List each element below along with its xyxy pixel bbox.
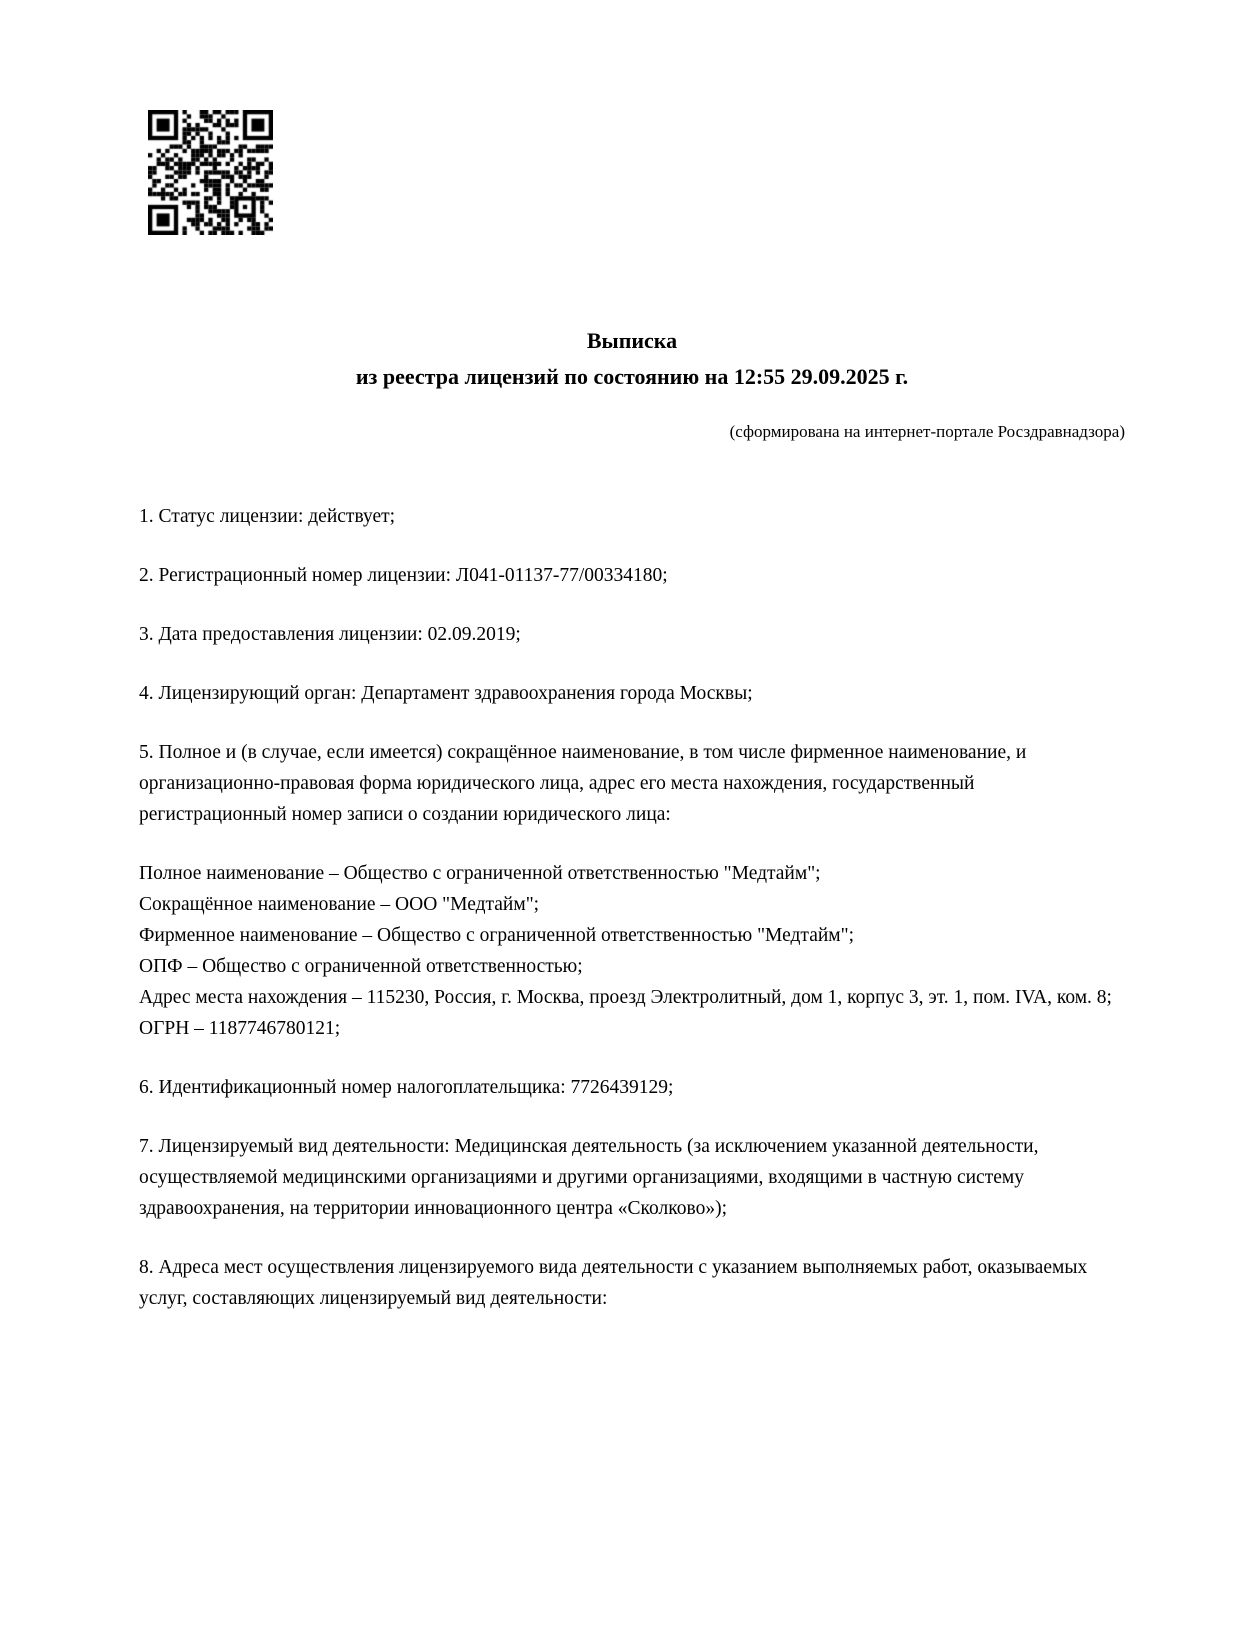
paragraph-license-date: 3. Дата предоставления лицензии: 02.09.2019; — [139, 624, 521, 645]
document-title — [139, 323, 1125, 395]
org-ogrn: ОГРН – 1187746780121; — [139, 1018, 341, 1039]
org-legal-form: ОПФ – Общество с ограниченной ответственностью; — [139, 956, 583, 977]
paragraph-license-status: 1. Статус лицензии: действует; — [139, 506, 396, 527]
paragraph-org-info-intro: 5. Полное и (в случае, если имеется) сокращённое наименование, в том числе фирменное наименование, и организационно-правовая форма юридического лица, адрес его места нахождения, государственный регистрационный номер записи о создании юридического лица: — [139, 742, 1027, 825]
title-line-2: из реестра лицензий по состоянию на 12:55 29.09.2025 г. — [355, 364, 909, 389]
paragraph-activity-type: 7. Лицензируемый вид деятельности: Медицинская деятельность (за исключением указанной деятельности, осуществляемой медицинскими организациями и другими организациями, входящими в частную систему здравоохранения, на территории инновационного центра «Сколково»); — [139, 1136, 1039, 1219]
org-address: Адрес места нахождения – 115230, Россия, г. Москва, проезд Электролитный, дом 1, корпус 3, эт. 1, пом. IVA, ком. 8; — [139, 987, 1112, 1008]
paragraph-license-number: 2. Регистрационный номер лицензии: Л041-01137-77/00334180; — [139, 565, 668, 586]
subtitle-note: (сформирована на интернет-портале Росздравнадзора) — [729, 422, 1125, 441]
org-short-name: Сокращённое наименование – ООО "Медтайм"; — [139, 894, 540, 915]
qr-code-icon — [148, 110, 273, 235]
paragraph-licensing-authority: 4. Лицензирующий орган: Департамент здравоохранения города Москвы; — [139, 683, 753, 704]
org-details-block — [139, 858, 1125, 1044]
org-brand-name: Фирменное наименование – Общество с ограниченной ответственностью "Медтайм"; — [139, 925, 854, 946]
paragraph-inn: 6. Идентификационный номер налогоплательщика: 7726439129; — [139, 1077, 674, 1098]
org-full-name: Полное наименование – Общество с ограниченной ответственностью "Медтайм"; — [139, 863, 821, 884]
paragraph-activity-addresses-intro: 8. Адреса мест осуществления лицензируемого вида деятельности с указанием выполняемых работ, оказываемых услуг, составляющих лицензируемый вид деятельности: — [139, 1257, 1088, 1309]
title-line-1: Выписка — [586, 328, 678, 353]
